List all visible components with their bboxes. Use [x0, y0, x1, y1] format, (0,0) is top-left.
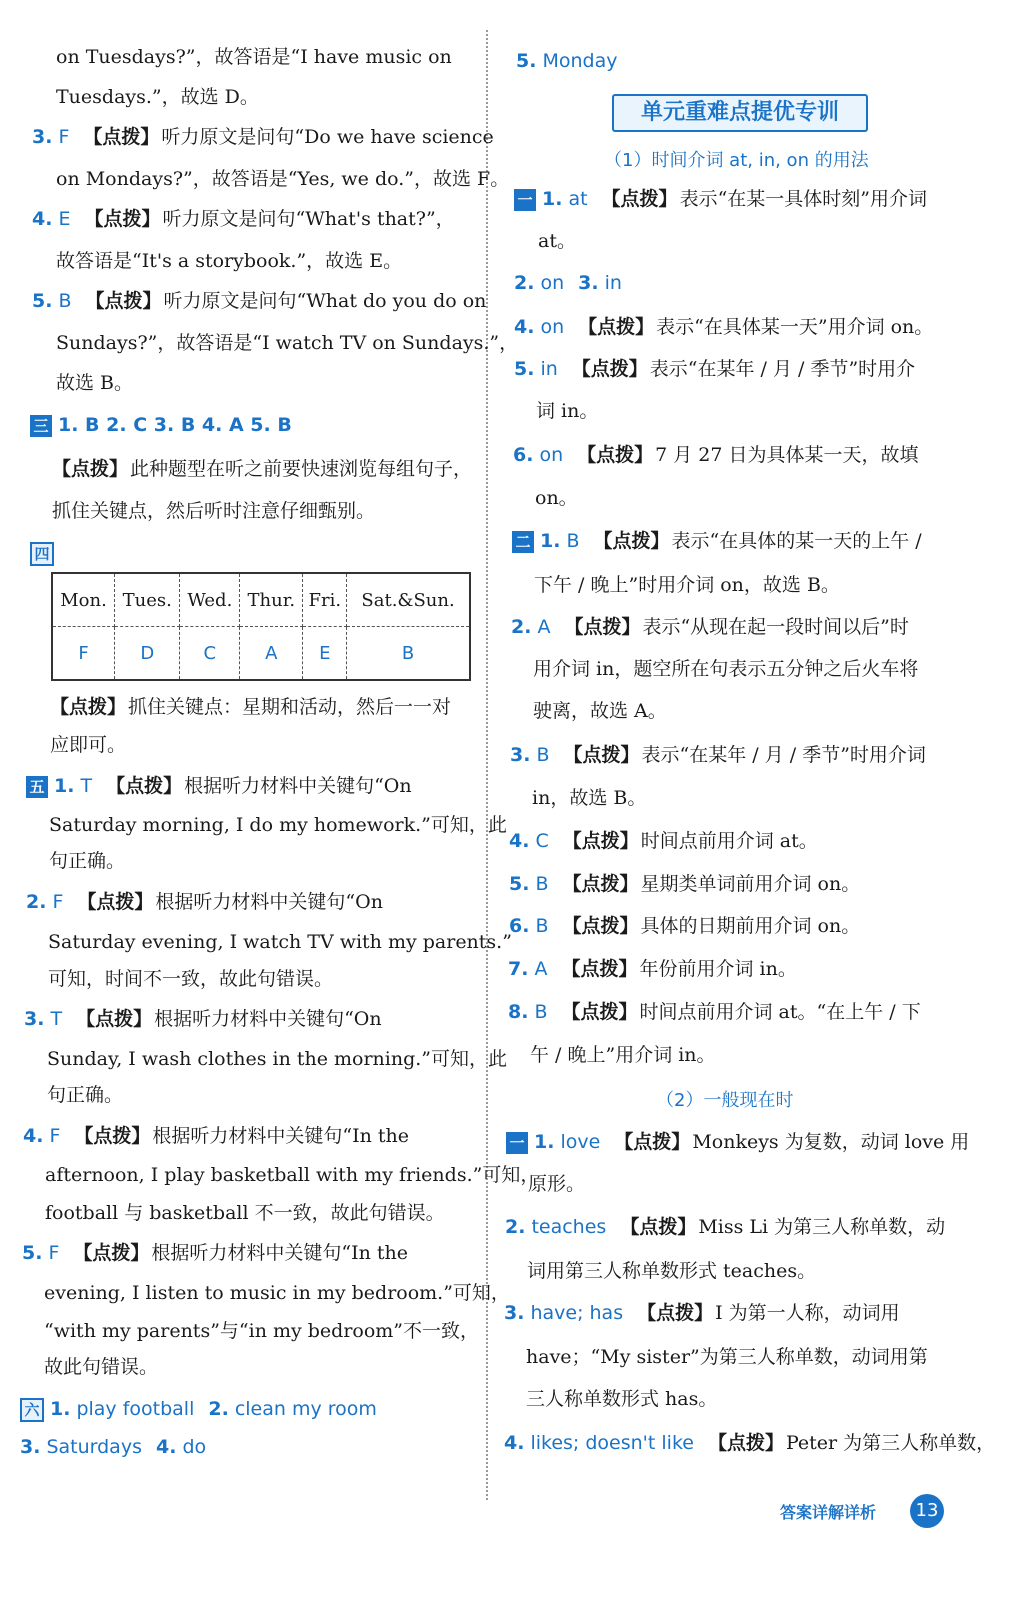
unit-banner: 单元重难点提优专训 — [612, 94, 868, 132]
text-line: 三人称单数形式 has。 — [526, 1388, 718, 1410]
text-line: 午 / 晚上”用介词 in。 — [530, 1044, 716, 1066]
text-line: 下午 / 晚上”时用介词 on，故选 B。 — [534, 574, 840, 596]
answer-item: 一 1. at 【点拨】 表示“在某一具体时刻”用介词 — [514, 186, 927, 212]
text-line: Saturday morning, I do my homework.”可知，此 — [49, 814, 507, 836]
answer-item: 2. on 3. in — [514, 272, 622, 294]
text-line: 用介词 in，题空所在句表示五分钟之后火车将 — [533, 658, 919, 680]
section-3-answers: 三 1. B 2. C 3. B 4. A 5. B — [30, 412, 306, 438]
subsection-title: （2）一般现在时 — [656, 1090, 794, 1111]
answer-item: 3. have; has 【点拨】 I 为第一人称，动词用 — [504, 1302, 900, 1324]
page-number: 13 — [910, 1494, 944, 1528]
text-line: Sunday, I wash clothes in the morning.”可知，此 — [47, 1048, 508, 1070]
table-answer-cell: A — [240, 627, 303, 681]
section-1-icon: 一 — [514, 189, 536, 211]
answer-item: 2. teaches 【点拨】 Miss Li 为第三人称单数，动 — [505, 1216, 946, 1238]
text-line: on。 — [535, 487, 578, 509]
answer-item: 一 1. love 【点拨】 Monkeys 为复数，动词 love 用 — [506, 1129, 969, 1155]
text-line: 可知，时间不一致，故此句错误。 — [48, 968, 334, 990]
text-line: 故此句错误。 — [44, 1356, 159, 1378]
answer-item: 3. F 【点拨】 听力原文是问句“Do we have science — [32, 126, 494, 148]
text-line: 应即可。 — [50, 734, 127, 756]
text-line: 故选 B。 — [56, 372, 134, 394]
section-6-icon: 六 — [20, 1398, 44, 1422]
text-line: at。 — [538, 230, 576, 252]
answer-item: 2. F 【点拨】 根据听力材料中关键句“On — [26, 891, 383, 913]
table-answer-cell: D — [115, 627, 180, 681]
answer-item: 3. B 【点拨】 表示“在某年 / 月 / 季节”时用介词 — [510, 744, 926, 766]
hint-line: 【点拨】 此种题型在听之前要快速浏览每组句子， — [52, 458, 473, 480]
table-header-cell: Sat.&Sun. — [347, 573, 470, 627]
table-header-row — [52, 573, 470, 627]
table-answer-cell: F — [52, 627, 115, 681]
text-line: on Mondays?”，故答语是“Yes, we do.”，故选 F。 — [56, 168, 510, 190]
text-line: 句正确。 — [47, 1084, 124, 1106]
text-line: football 与 basketball 不一致，故此句错误。 — [45, 1202, 445, 1224]
answer-item: 4. on 【点拨】 表示“在具体某一天”用介词 on。 — [514, 316, 934, 338]
answer-item: 6. on 【点拨】 7 月 27 日为具体某一天，故填 — [513, 444, 919, 466]
table-answer-cell: E — [303, 627, 347, 681]
answer-item: 5. F 【点拨】 根据听力材料中关键句“In the — [22, 1242, 409, 1264]
text-line: 词 in。 — [536, 400, 599, 422]
section-4-icon: 四 — [30, 542, 54, 566]
footer-label: 答案详解详析 — [780, 1503, 877, 1522]
table-answer-row — [52, 627, 470, 681]
table-header-cell: Fri. — [303, 573, 347, 627]
section-1-icon: 一 — [506, 1132, 528, 1154]
table-header-cell: Mon. — [52, 573, 115, 627]
table-answer-cell: C — [180, 627, 240, 681]
text-line: 词用第三人称单数形式 teaches。 — [527, 1260, 817, 1282]
text-line: 故答语是“It's a storybook.”，故选 E。 — [56, 250, 403, 272]
answer-item: 5. B 【点拨】 星期类单词前用介词 on。 — [509, 873, 861, 895]
section-2-icon: 二 — [512, 531, 534, 553]
text-line: 驶离，故选 A。 — [533, 700, 667, 722]
answer-item: 5. Monday — [516, 50, 618, 72]
text-line: in，故选 B。 — [532, 787, 647, 809]
answer-item: 6. B 【点拨】 具体的日期前用介词 on。 — [509, 915, 861, 937]
answer-item: 8. B 【点拨】 时间点前用介词 at。“在上午 / 下 — [508, 1001, 921, 1023]
answer-item: 4. likes; doesn't like 【点拨】 Peter 为第三人称单数， — [504, 1432, 996, 1454]
answer-item: 5. B 【点拨】 听力原文是问句“What do you do on — [32, 290, 487, 312]
text-line: Sundays?”，故答语是“I watch TV on Sundays.”， — [56, 332, 519, 354]
section-3-icon: 三 — [30, 415, 52, 437]
text-line: have；“My sister”为第三人称单数，动词用第 — [526, 1346, 928, 1368]
weekday-table — [51, 572, 471, 681]
table-header-cell: Wed. — [180, 573, 240, 627]
text-line: “with my parents”与“in my bedroom”不一致， — [44, 1320, 480, 1342]
text-line: on Tuesdays?”，故答语是“I have music on — [56, 46, 452, 68]
section-5-icon: 五 — [26, 776, 48, 798]
answer-item: 4. E 【点拨】 听力原文是问句“What's that?”， — [32, 208, 455, 230]
text-line: Saturday evening, I watch TV with my parents.” — [48, 931, 512, 953]
table-header-cell: Tues. — [115, 573, 180, 627]
answer-item: 2. A 【点拨】 表示“从现在起一段时间以后”时 — [511, 616, 909, 638]
text-line: Tuesdays.”，故选 D。 — [56, 86, 259, 108]
text-line: 原形。 — [528, 1173, 586, 1195]
hint-line: 【点拨】 抓住关键点：星期和活动，然后一一对 — [50, 696, 452, 718]
text-line: 句正确。 — [49, 850, 126, 872]
table-header-cell: Thur. — [240, 573, 303, 627]
answer-item: 二 1. B 【点拨】 表示“在具体的某一天的上午 / — [512, 528, 922, 554]
table-answer-cell: B — [401, 642, 415, 664]
section-6-answers-2: 3. Saturdays 4. do — [20, 1436, 207, 1458]
answer-item: 4. C 【点拨】 时间点前用介词 at。 — [509, 830, 818, 852]
section-6-answers: 六 1. play football 2. clean my room — [20, 1396, 391, 1422]
answer-item: 五 1. T 【点拨】 根据听力材料中关键句“On — [26, 773, 412, 799]
answer-item: 5. in 【点拨】 表示“在某年 / 月 / 季节”时用介 — [514, 358, 916, 380]
subsection-title: （1）时间介词 at, in, on 的用法 — [604, 150, 869, 171]
answer-item: 3. T 【点拨】 根据听力材料中关键句“On — [24, 1008, 382, 1030]
answer-item: 4. F 【点拨】 根据听力材料中关键句“In the — [23, 1125, 410, 1147]
text-line: afternoon, I play basketball with my friends.”可知， — [45, 1164, 540, 1186]
text-line: evening, I listen to music in my bedroom.”可知， — [44, 1282, 510, 1304]
answer-item: 7. A 【点拨】 年份前用介词 in。 — [508, 958, 797, 980]
text-line: 抓住关键点，然后听时注意仔细甄别。 — [52, 500, 376, 522]
section-4-header — [30, 540, 60, 566]
